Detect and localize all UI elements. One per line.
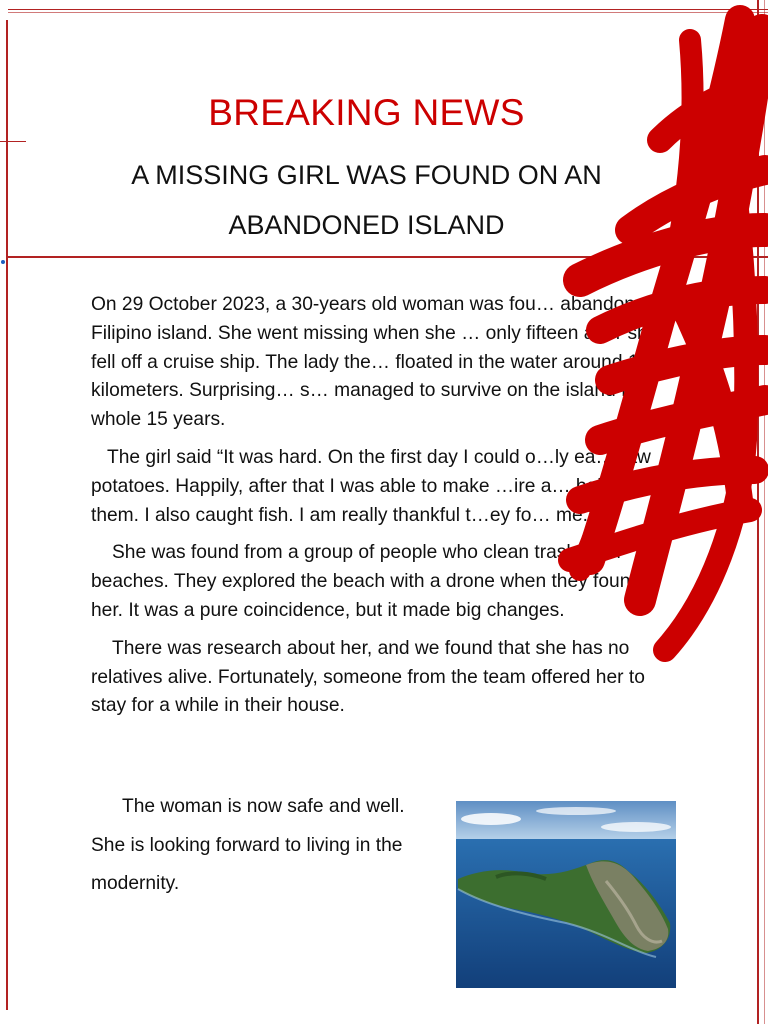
- island-image: [456, 801, 676, 988]
- top-border-line: [8, 9, 768, 10]
- closing-line-3: modernity.: [91, 873, 180, 894]
- right-border-line-outer: [764, 0, 765, 1024]
- article-body: [91, 291, 661, 730]
- article-paragraph-1: On 29 October 2023, a 30-years old woman was fou… abandoned Filipino island. She went missing when she … only fifteen after she fell off a cruise ship. The lady the… floated in the water around 12 kilometers. Surprising… s… managed to survive on the island for whole 15 years.: [91, 294, 659, 431]
- headline-line-1: A MISSING GIRL WAS FOUND ON AN: [131, 160, 602, 190]
- page-title: BREAKING NEWS: [208, 92, 525, 133]
- island-photo: [456, 801, 676, 988]
- top-border-line-inner: [8, 12, 768, 13]
- article-paragraph-4: There was research about her, and we found that she has no relatives alive. Fortunately, someone from the team offered her to stay for a while in their house.: [91, 637, 645, 717]
- left-tick-mark: [0, 141, 26, 142]
- article-paragraph-2: The girl said “It was hard. On the first day I could o…ly ea… raw potatoes. Happily, after that I was able to make …ire a… bake them. I also caught fish. I am really thankful t…ey fo… me.”: [91, 446, 651, 526]
- right-border-line: [757, 0, 759, 1024]
- headline-line-2: ABANDONED ISLAND: [228, 210, 505, 240]
- left-edge-dot: [1, 260, 5, 264]
- headline: [0, 150, 733, 250]
- closing-text: [91, 788, 451, 904]
- header-divider-line: [8, 256, 768, 258]
- closing-line-1: The woman is now safe and well.: [122, 796, 405, 817]
- closing-line-2: She is looking forward to living in the: [91, 834, 403, 856]
- article-paragraph-3: She was found from a group of people who clean trash from beaches. They explored the beach with a drone when they found her. It was a pure coincidence, but it made big changes.: [91, 542, 642, 621]
